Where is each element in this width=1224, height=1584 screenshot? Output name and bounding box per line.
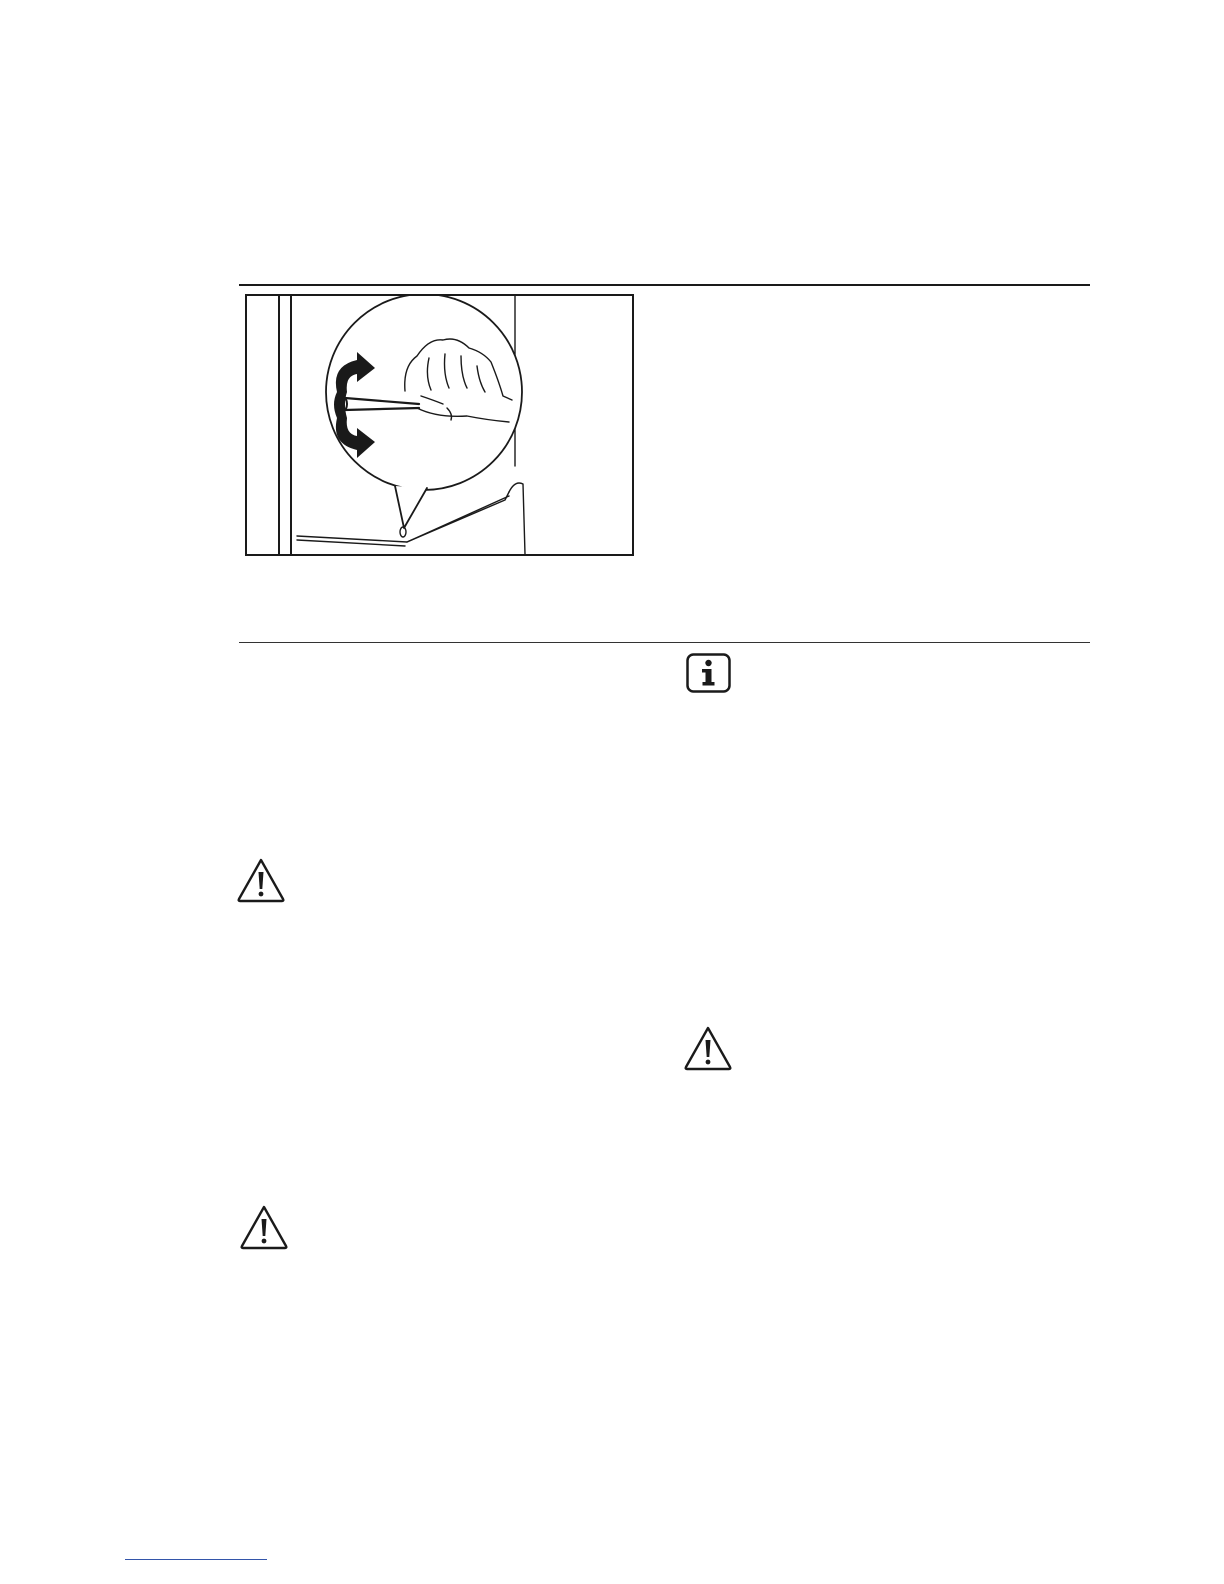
middle-section-rule: [239, 642, 1090, 643]
drain-cleaning-drawing: [247, 296, 632, 554]
top-section-rule: [239, 284, 1090, 286]
warning-triangle-icon: [683, 1025, 733, 1071]
footnote-rule: [125, 1559, 267, 1560]
warning-triangle-icon: [239, 1204, 289, 1250]
info-icon: [686, 653, 731, 693]
warning-triangle-icon: [236, 857, 286, 903]
drain-hole-illustration: [245, 294, 634, 556]
